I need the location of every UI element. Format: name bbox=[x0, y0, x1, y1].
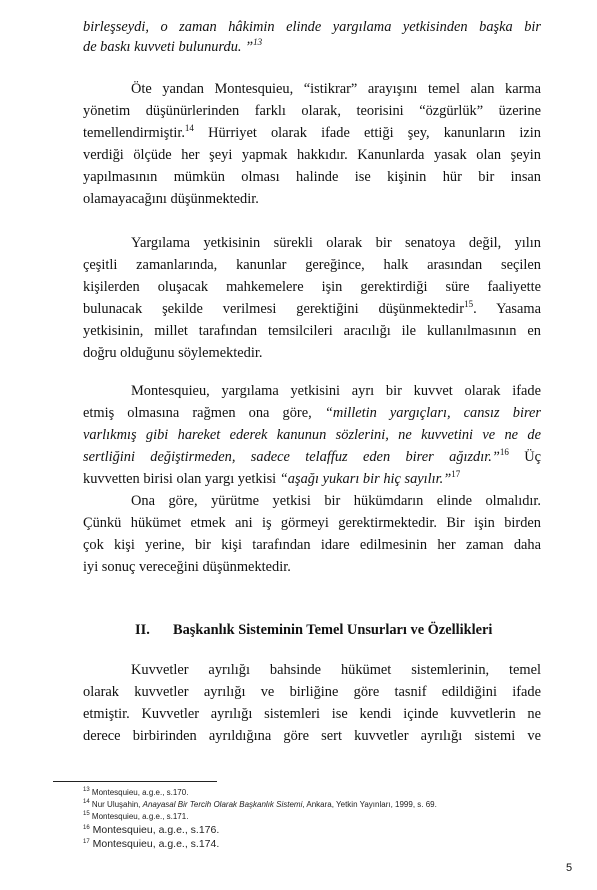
footnote-16 bbox=[83, 824, 219, 836]
footnote-ref-16: 16 bbox=[499, 447, 509, 457]
quote-text: sertliğini değiştirmeden, sadece telaffuz eden birer ağızdır.” bbox=[83, 449, 500, 465]
paragraph-2-line-1: Yargılama yetkisinin sürekli olarak bir senatoya değil, yılın bbox=[131, 235, 541, 251]
footnote-ref-15: 15 bbox=[464, 299, 474, 309]
footnote-text: Montesquieu, a.g.e., s.170. bbox=[91, 788, 189, 797]
paragraph-1-line-1: Öte yandan Montesquieu, “istikrar” arayışını temel alan karma bbox=[131, 81, 541, 97]
paragraph-1-line-6: olamayacağını düşünmektedir. bbox=[83, 191, 259, 207]
footnote-text: Nur Uluşahin, bbox=[91, 800, 143, 809]
footnote-14 bbox=[83, 800, 437, 810]
text-span: kuvvetten birisi olan yargı yetkisi bbox=[83, 471, 280, 487]
text-span: Hürriyet olarak ifade ettiği şey, kanunların izin bbox=[193, 125, 541, 141]
footnote-number: 13 bbox=[83, 787, 90, 793]
paragraph-3-line-5 bbox=[83, 470, 541, 488]
footnote-book-title: Anayasal Bir Tercih Olarak Başkanlık Sistemi bbox=[142, 800, 303, 809]
quote-text: de baskı kuvveti bulunurdu. ” bbox=[83, 39, 254, 55]
text-span: etmiş olmasına rağmen ona göre, bbox=[83, 405, 325, 421]
paragraph-3-line-3: varlıkmış gibi hareket ederek kanunun sözlerini, ne kuvvetini ve ne de bbox=[83, 427, 541, 443]
paragraph-5-line-4: derece birbirinden ayrıldığına göre sert kuvvetler ayrılığı sistemi ve bbox=[83, 728, 541, 744]
footnote-number: 14 bbox=[83, 799, 90, 805]
footnote-divider bbox=[53, 781, 217, 782]
text-span: Üç bbox=[508, 449, 541, 465]
paragraph-2-line-6: doğru olduğunu söylemektedir. bbox=[83, 345, 263, 361]
footnote-17 bbox=[83, 838, 219, 850]
paragraph-1-line-2: yönetim düşünürlerinden farklı olarak, teorisini “özgürlük” üzerine bbox=[83, 103, 541, 119]
footnote-number: 15 bbox=[83, 811, 90, 817]
paragraph-2-line-5: yetkisinin, millet tarafından temsilcileri aracılığı ile kullanılmasının en bbox=[83, 323, 541, 339]
paragraph-5-line-3: etmiştir. Kuvvetler ayrılığı sistemleri ise kendi içinde kuvvetlerin ne bbox=[83, 706, 541, 722]
footnote-text: Montesquieu, a.g.e., s.171. bbox=[91, 812, 189, 821]
paragraph-2-line-2: çeşitli zamanlarında, kanunlar gereğince, halk arasından seçilen bbox=[83, 257, 541, 273]
footnote-text: Montesquieu, a.g.e., s.176. bbox=[92, 824, 220, 836]
text-span: bulunacak şekilde verilmesi gerektiğini düşünmektedir bbox=[83, 301, 465, 317]
footnote-ref-13: 13 bbox=[253, 37, 263, 47]
section-title: Başkanlık Sisteminin Temel Unsurları ve Özellikleri bbox=[173, 622, 493, 638]
quote-text: “milletin yargıçları, cansız birer bbox=[324, 405, 541, 421]
paragraph-2-line-3: kişilerden oluşacak mahkemelere işin gerektirdiği süre faaliyette bbox=[83, 279, 541, 295]
paragraph-4-line-1: Ona göre, yürütme yetkisi bir hükümdarın elinde olmalıdır. bbox=[131, 493, 541, 509]
paragraph-5-line-1: Kuvvetler ayrılığı bahsinde hükümet sistemlerinin, temel bbox=[131, 662, 541, 678]
text-span: temellendirmiştir. bbox=[83, 125, 185, 141]
paragraph-0-line-2 bbox=[83, 38, 541, 56]
paragraph-3-line-1: Montesquieu, yargılama yetkisini ayrı bir kuvvet olarak ifade bbox=[131, 383, 541, 399]
footnote-number: 16 bbox=[83, 825, 90, 831]
footnote-text: , Ankara, Yetkin Yayınları, 1999, s. 69. bbox=[302, 800, 437, 809]
paragraph-3-line-2 bbox=[83, 404, 541, 422]
page-number: 5 bbox=[566, 862, 573, 874]
footnote-number: 17 bbox=[83, 839, 90, 845]
footnote-ref-17: 17 bbox=[451, 469, 461, 479]
footnote-text: Montesquieu, a.g.e., s.174. bbox=[92, 838, 220, 850]
paragraph-1-line-4: verdiği ölçüde her şeyi yapmak hakkıdır. Kanunlarda yasak olan şeyin bbox=[83, 147, 541, 163]
footnote-15 bbox=[83, 812, 188, 822]
section-number: II. bbox=[135, 622, 150, 638]
paragraph-3-line-4 bbox=[83, 448, 541, 466]
quote-text: “aşağı yukarı bir hiç sayılır.” bbox=[279, 471, 452, 487]
paragraph-2-line-4 bbox=[83, 300, 541, 318]
text-span: . Yasama bbox=[473, 301, 541, 317]
paragraph-1-line-3 bbox=[83, 124, 541, 142]
paragraph-4-line-2: Çünkü hükümet etmek ani iş görmeyi gerektirmektedir. Bir işin birden bbox=[83, 515, 541, 531]
footnote-ref-14: 14 bbox=[184, 123, 194, 133]
paragraph-5-line-2: olarak kuvvetler ayrılığı ve birliğine göre tasnif edildiğini ifade bbox=[83, 684, 541, 700]
paragraph-1-line-5: yapılmasının mümkün olması halinde ise kişinin hür bir insan bbox=[83, 169, 541, 185]
paragraph-4-line-3: çok kişi yerine, bir kişi tarafından idare edilmesinin her zaman daha bbox=[83, 537, 541, 553]
footnote-13 bbox=[83, 788, 188, 798]
paragraph-4-line-4: iyi sonuç vereceğini düşünmektedir. bbox=[83, 559, 291, 575]
section-heading bbox=[135, 621, 492, 639]
paragraph-0-line-1: birleşseydi, o zaman hâkimin elinde yargılama yetkisinden başka bir bbox=[83, 19, 541, 35]
